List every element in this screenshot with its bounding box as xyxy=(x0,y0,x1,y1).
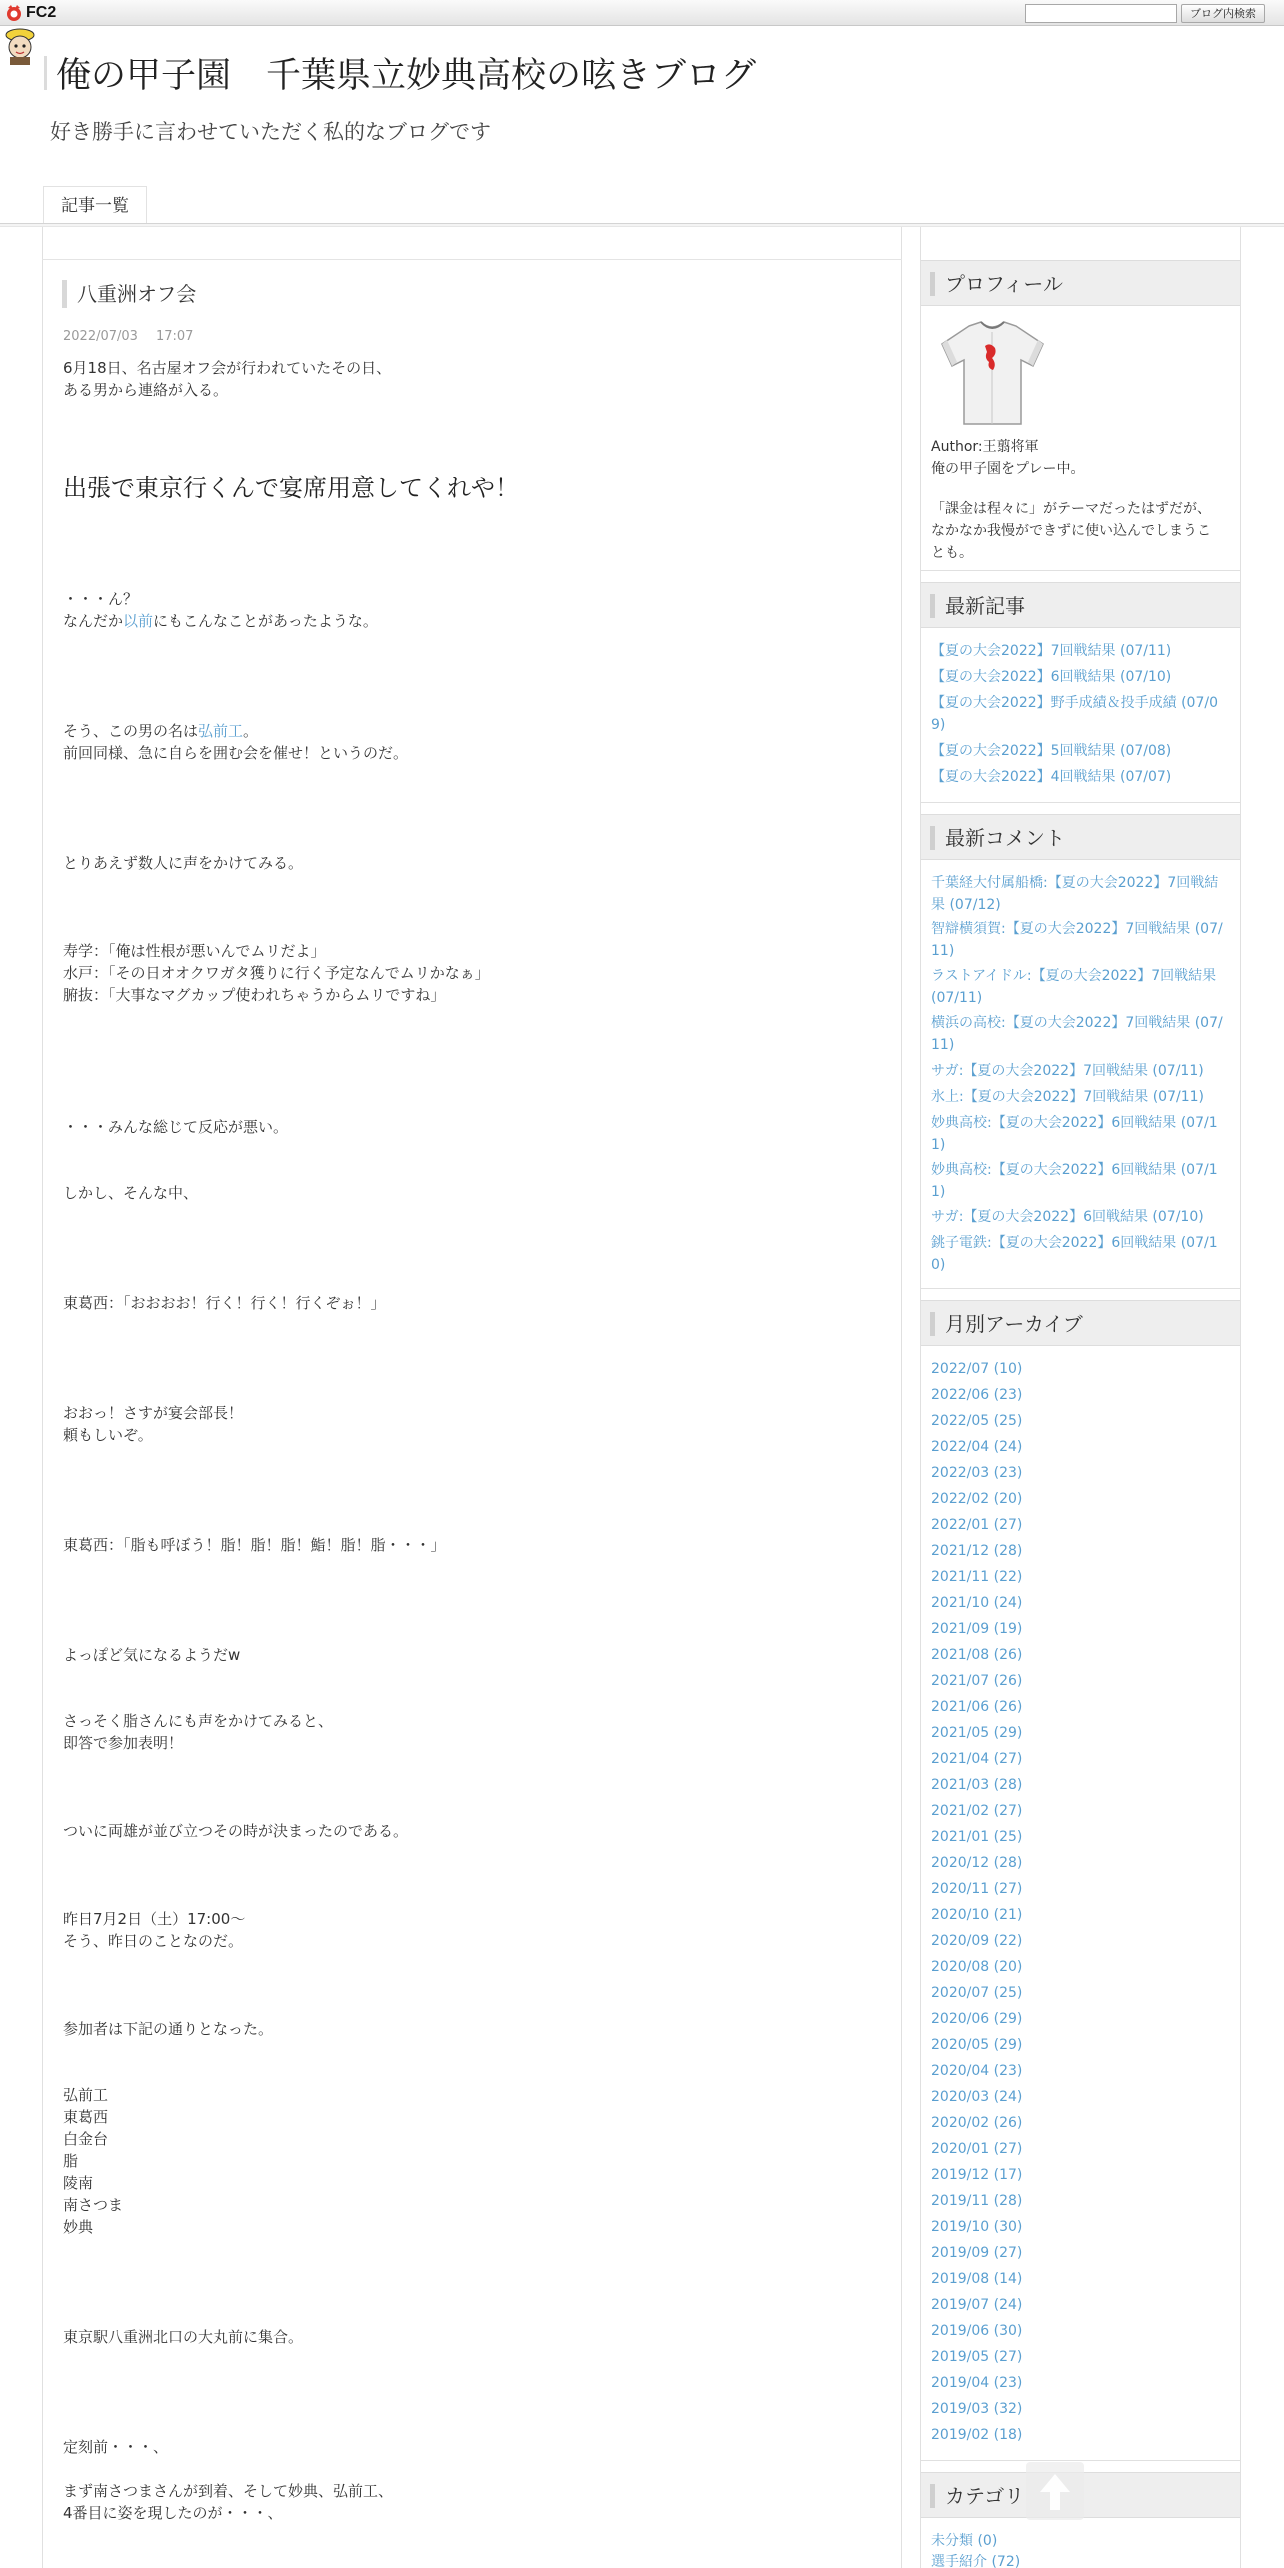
archive-link[interactable]: 2021/07 (26) xyxy=(931,1673,1023,1689)
archive-link[interactable]: 2020/05 (29) xyxy=(931,2037,1023,2053)
article-paragraph: 4番目に姿を現したのが・・・、 xyxy=(63,2504,283,2522)
article-paragraph: 即答で参加表明！ xyxy=(63,1734,184,1752)
article-paragraph: よっぽど気になるようだw xyxy=(63,1646,241,1664)
archive-link[interactable]: 2020/09 (22) xyxy=(931,1933,1023,1949)
heading-accent xyxy=(930,272,935,296)
article-paragraph: ・・・みんな総じて反応が悪い。 xyxy=(63,1118,289,1136)
text-fragment: なんだか xyxy=(63,612,124,630)
sidebar-heading-text: 最新記事 xyxy=(945,594,1025,618)
heading-accent xyxy=(930,826,935,850)
article-paragraph: そう、昨日のことなのだ。 xyxy=(63,1932,244,1950)
blog-description: 好き勝手に言わせていただく私的なブログです xyxy=(50,120,491,144)
article-title[interactable]: 八重洲オフ会 xyxy=(77,282,197,306)
article-paragraph: とりあえず数人に声をかけてみる。 xyxy=(63,854,304,872)
recent-comment-link[interactable]: 千葉経大付属船橋:【夏の大会2022】7回戦結 xyxy=(931,875,1219,891)
recent-comment-link[interactable]: ラストアイドル:【夏の大会2022】7回戦結果 xyxy=(931,968,1217,984)
arrow-up-icon xyxy=(1026,2462,1084,2520)
nav-tab-article-list[interactable]: 記事一覧 xyxy=(43,186,147,224)
archive-link[interactable]: 2022/04 (24) xyxy=(931,1439,1023,1455)
sidebar-heading-text: 月別アーカイブ xyxy=(945,1312,1083,1336)
archive-link[interactable]: 2019/12 (17) xyxy=(931,2167,1023,2183)
sidebar-heading-archive xyxy=(921,1300,1240,1346)
participant-item: 妙典 xyxy=(63,2218,94,2236)
article-paragraph: さっそく脂さんにも声をかけてみると、 xyxy=(63,1712,334,1730)
recent-post-link[interactable]: 【夏の大会2022】野手成績＆投手成績 (07/0 xyxy=(931,695,1218,711)
archive-link[interactable]: 2019/04 (23) xyxy=(931,2375,1023,2391)
archive-link[interactable]: 2021/01 (25) xyxy=(931,1829,1023,1845)
recent-comment-link[interactable]: 0) xyxy=(931,1257,946,1273)
article-paragraph xyxy=(63,720,258,742)
recent-post-link[interactable]: 【夏の大会2022】5回戦結果 (07/08) xyxy=(931,743,1172,759)
archive-link[interactable]: 2021/11 (22) xyxy=(931,1569,1023,1585)
recent-comment-link[interactable]: サガ:【夏の大会2022】7回戦結果 (07/11) xyxy=(931,1063,1204,1079)
recent-comment-link[interactable]: 11) xyxy=(931,943,955,959)
sidebar-heading-text: プロフィール xyxy=(945,272,1063,296)
recent-comment-link[interactable]: 1) xyxy=(931,1184,946,1200)
recent-comment-link[interactable]: (07/11) xyxy=(931,990,983,1006)
article-emphasis-text: 出張で東京行くんで宴席用意してくれや！ xyxy=(63,474,519,502)
article-time-value: 17:07 xyxy=(155,329,194,344)
archive-link[interactable]: 2021/09 (19) xyxy=(931,1621,1023,1637)
article-date xyxy=(63,329,211,344)
recent-comment-link[interactable]: 智辯横須賀:【夏の大会2022】7回戦結果 (07/ xyxy=(931,921,1223,937)
heading-accent xyxy=(930,594,935,618)
archive-link[interactable]: 2019/06 (30) xyxy=(931,2323,1023,2339)
title-accent-bar xyxy=(44,56,47,90)
profile-description: 俺の甲子園をプレー中。 xyxy=(931,461,1085,477)
article-paragraph: しかし、そんな中、 xyxy=(63,1184,199,1202)
blog-search-input[interactable] xyxy=(1025,4,1177,23)
fc2-toolbar xyxy=(0,0,1284,26)
sidebar-heading-profile xyxy=(921,260,1240,306)
article-paragraph xyxy=(63,610,378,632)
recent-comment-link[interactable]: 銚子電鉄:【夏の大会2022】6回戦結果 (07/1 xyxy=(931,1235,1218,1251)
archive-link[interactable]: 2019/07 (24) xyxy=(931,2297,1023,2313)
sidebar-divider xyxy=(921,1288,1240,1289)
archive-link[interactable]: 2021/06 (26) xyxy=(931,1699,1023,1715)
archive-link[interactable]: 2020/12 (28) xyxy=(931,1855,1023,1871)
archive-link[interactable]: 2021/12 (28) xyxy=(931,1543,1023,1559)
fc2-logo-text: FC2 xyxy=(26,4,57,21)
archive-link[interactable]: 2019/08 (14) xyxy=(931,2271,1023,2287)
recent-comment-link[interactable]: 妙典高校:【夏の大会2022】6回戦結果 (07/1 xyxy=(931,1162,1218,1178)
article-paragraph: 東京駅八重洲北口の大丸前に集合。 xyxy=(63,2328,304,2346)
text-fragment: にもこんなことがあったような。 xyxy=(153,612,378,630)
participant-item: 東葛西 xyxy=(63,2108,109,2126)
archive-link[interactable]: 2021/02 (27) xyxy=(931,1803,1023,1819)
sidebar-heading-recent-posts xyxy=(921,582,1240,628)
archive-link[interactable]: 2022/02 (20) xyxy=(931,1491,1023,1507)
recent-post-link[interactable]: 【夏の大会2022】4回戦結果 (07/07) xyxy=(931,769,1172,785)
recent-comment-link[interactable]: 妙典高校:【夏の大会2022】6回戦結果 (07/1 xyxy=(931,1115,1218,1131)
article-paragraph: ある男から連絡が入る。 xyxy=(63,381,229,399)
archive-link[interactable]: 2022/07 (10) xyxy=(931,1361,1023,1377)
heading-accent xyxy=(930,2484,935,2508)
article-paragraph: 水戸：「その日オオクワガタ獲りに行く予定なんでムリかなぁ」 xyxy=(63,964,490,982)
archive-link[interactable]: 2021/10 (24) xyxy=(931,1595,1023,1611)
article-paragraph: ついに両雄が並び立つその時が決まったのである。 xyxy=(63,1822,409,1840)
archive-link[interactable]: 2020/10 (21) xyxy=(931,1907,1023,1923)
recent-post-link[interactable]: 【夏の大会2022】7回戦結果 (07/11) xyxy=(931,643,1172,659)
sidebar-divider xyxy=(921,570,1240,571)
mascot-avatar-icon xyxy=(0,26,40,66)
archive-link[interactable]: 2021/03 (28) xyxy=(931,1777,1023,1793)
participant-item: 白金台 xyxy=(63,2130,109,2148)
archive-link[interactable]: 2019/03 (32) xyxy=(931,2401,1023,2417)
archive-link[interactable]: 2020/07 (25) xyxy=(931,1985,1023,2001)
archive-link[interactable]: 2020/04 (23) xyxy=(931,2063,1023,2079)
link-previous-article[interactable]: 以前 xyxy=(123,612,154,630)
main-column xyxy=(42,227,902,2568)
profile-description: なかなか我慢ができずに使い込んでしまうこ xyxy=(931,523,1211,539)
sidebar-heading-text: 最新コメント xyxy=(945,826,1065,850)
category-link[interactable]: 未分類 (0) xyxy=(931,2533,998,2549)
archive-link[interactable]: 2019/09 (27) xyxy=(931,2245,1023,2261)
archive-link[interactable]: 2020/02 (26) xyxy=(931,2115,1023,2131)
archive-link[interactable]: 2022/03 (23) xyxy=(931,1465,1023,1481)
archive-link[interactable]: 2020/08 (20) xyxy=(931,1959,1023,1975)
profile-description: とも。 xyxy=(931,545,973,561)
recent-post-link[interactable]: 【夏の大会2022】6回戦結果 (07/10) xyxy=(931,669,1172,685)
article-paragraph: 定刻前・・・、 xyxy=(63,2438,169,2456)
recent-comment-link[interactable]: 横浜の高校:【夏の大会2022】7回戦結果 (07/ xyxy=(931,1015,1223,1031)
archive-link[interactable]: 2022/06 (23) xyxy=(931,1387,1023,1403)
article-paragraph: 前回同様、急に自らを囲む会を催せ！というのだ。 xyxy=(63,744,409,762)
article-paragraph: 6月18日、名古屋オフ会が行われていたその日、 xyxy=(63,359,392,377)
participant-item: 弘前工 xyxy=(63,2086,109,2104)
archive-link[interactable]: 2021/05 (29) xyxy=(931,1725,1023,1741)
sidebar-heading-text: カテゴリ xyxy=(945,2484,1025,2508)
archive-link[interactable]: 2019/02 (18) xyxy=(931,2427,1023,2443)
recent-comment-link[interactable]: 11) xyxy=(931,1037,955,1053)
category-link[interactable]: 選手紹介 (72) xyxy=(931,2554,1021,2568)
sidebar-divider xyxy=(921,2460,1240,2461)
article-title-accent xyxy=(62,280,67,308)
participant-item: 脂 xyxy=(63,2152,79,2170)
profile-author: Author:王翦将軍 xyxy=(931,439,1039,455)
fc2-logo[interactable] xyxy=(4,3,56,23)
profile-description: 「課金は程々に」がテーマだったはずだが、 xyxy=(931,501,1211,517)
baseball-jersey-icon xyxy=(935,318,1050,430)
article-paragraph: 東葛西：「脂も呼ぼう！脂！脂！脂！鮨！脂！脂・・・」 xyxy=(63,1536,446,1554)
sidebar-divider xyxy=(921,802,1240,803)
sidebar-heading-recent-comments xyxy=(921,814,1240,860)
archive-link[interactable]: 2020/06 (29) xyxy=(931,2011,1023,2027)
archive-link[interactable]: 2021/04 (27) xyxy=(931,1751,1023,1767)
heading-accent xyxy=(930,1312,935,1336)
article-paragraph: 参加者は下記の通りとなった。 xyxy=(63,2020,274,2038)
archive-link[interactable]: 2022/01 (27) xyxy=(931,1517,1023,1533)
archive-link[interactable]: 2019/10 (30) xyxy=(931,2219,1023,2235)
article-paragraph: 東葛西：「おおおお！行く！行く！行くぞぉ！」 xyxy=(63,1294,386,1312)
article-paragraph: まず南さつまさんが到着、そして妙典、弘前工、 xyxy=(63,2482,394,2500)
blog-search-button[interactable]: ブログ内検索 xyxy=(1181,4,1265,23)
link-hirosaki-ko[interactable]: 弘前工 xyxy=(198,722,244,740)
archive-link[interactable]: 2020/11 (27) xyxy=(931,1881,1023,1897)
text-fragment: 。 xyxy=(243,722,259,740)
scroll-to-top-button[interactable] xyxy=(1026,2462,1084,2520)
article-paragraph: 腑抜：「大事なマグカップ使われちゃうからムリですね」 xyxy=(63,986,446,1004)
recent-comment-link[interactable]: 氷上:【夏の大会2022】7回戦結果 (07/11) xyxy=(931,1089,1204,1105)
participant-item: 陵南 xyxy=(63,2174,94,2192)
archive-link[interactable]: 2019/05 (27) xyxy=(931,2349,1023,2365)
article-paragraph: 頼もしいぞ。 xyxy=(63,1426,153,1444)
recent-post-link[interactable]: 9) xyxy=(931,717,946,733)
blog-title[interactable]: 俺の甲子園 千葉県立妙典高校の呟きブログ xyxy=(56,56,757,96)
archive-link[interactable]: 2021/08 (26) xyxy=(931,1647,1023,1663)
article-paragraph: 昨日7月2日（土）17:00～ xyxy=(63,1910,246,1928)
archive-link[interactable]: 2019/11 (28) xyxy=(931,2193,1023,2209)
text-fragment: そう、この男の名は xyxy=(63,722,199,740)
article-paragraph: 寿学：「俺は性根が悪いんでムリだよ」 xyxy=(63,942,326,960)
article-date-value: 2022/07/03 xyxy=(63,329,138,344)
recent-comment-link[interactable]: 1) xyxy=(931,1137,946,1153)
participant-item: 南さつま xyxy=(63,2196,124,2214)
article-paragraph: おおっ！さすが宴会部長！ xyxy=(63,1404,244,1422)
archive-link[interactable]: 2020/03 (24) xyxy=(931,2089,1023,2105)
archive-link[interactable]: 2022/05 (25) xyxy=(931,1413,1023,1429)
recent-comment-link[interactable]: 果 (07/12) xyxy=(931,897,1001,913)
main-column-top-line xyxy=(42,259,902,260)
archive-link[interactable]: 2020/01 (27) xyxy=(931,2141,1023,2157)
recent-comment-link[interactable]: サガ:【夏の大会2022】6回戦結果 (07/10) xyxy=(931,1209,1204,1225)
article-paragraph: ・・・ん？ xyxy=(63,590,139,608)
fc2-logo-icon xyxy=(4,4,24,22)
